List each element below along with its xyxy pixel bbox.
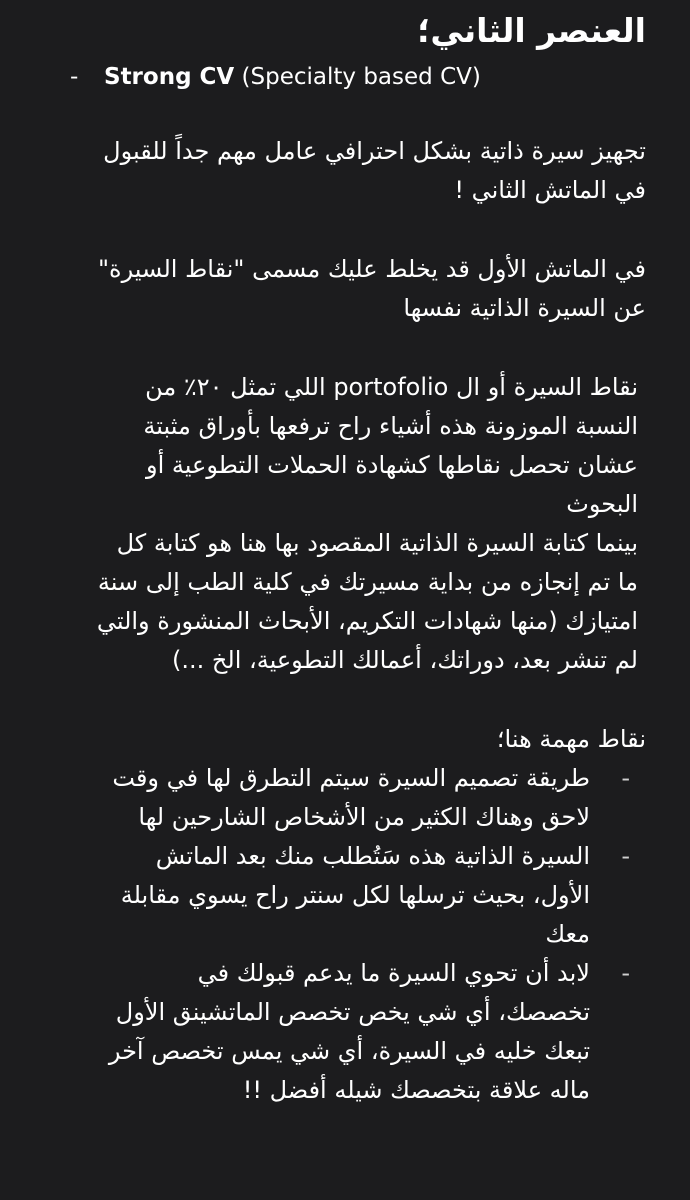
list-dash: - — [621, 842, 630, 870]
text-line: تبعك خليه في السيرة، أي شي يمس تخصص آخر — [108, 1037, 590, 1065]
text-line: في الماتش الأول قد يخلط عليك مسمى "نقاط السيرة" — [97, 255, 646, 283]
spacer — [38, 680, 646, 720]
list-item — [38, 954, 646, 1110]
section-heading: العنصر الثاني؛ — [417, 11, 646, 50]
text-line: طريقة تصميم السيرة سيتم التطرق لها في وقت — [112, 764, 590, 792]
text-line: النسبة الموزونة هذه أشياء راح ترفعها بأوراق مثبتة — [143, 412, 638, 440]
notes-list — [38, 759, 646, 1110]
text-line: نقاط السيرة أو ال portofolio اللي تمثل ٢٠٪ من — [145, 373, 638, 401]
list-item — [38, 759, 646, 837]
text-line: عشان تحصل نقاطها كشهادة الحملات التطوعية أو — [146, 451, 638, 479]
text-line: بينما كتابة السيرة الذاتية المقصود بها هنا هو كتابة كل — [116, 529, 638, 557]
text-line: لابد أن تحوي السيرة ما يدعم قبولك في — [197, 959, 590, 987]
text-line: عن السيرة الذاتية نفسها — [403, 294, 646, 322]
paragraph-portfolio — [38, 368, 646, 524]
text-line: السيرة الذاتية هذه سَتُطلب منك بعد الماتش — [155, 842, 590, 870]
spacer — [38, 210, 646, 250]
notes-heading: نقاط مهمة هنا؛ — [496, 725, 646, 753]
list-dash: - — [621, 959, 630, 987]
subtitle-dash: - — [70, 64, 79, 90]
text-line: ما تم إنجازه من بداية مسيرتك في كلية الطب إلى سنة — [97, 568, 638, 596]
text-line: معك — [545, 920, 590, 948]
text-line: تخصصك، أي شي يخص تخصص الماتشينق الأول — [115, 998, 590, 1026]
paragraph-cv-writing — [38, 524, 646, 680]
text-line: امتيازك (منها شهادات التكريم، الأبحاث المنشورة والتي — [96, 607, 638, 635]
text-line: ماله علاقة بتخصصك شيله أفضل !! — [242, 1076, 590, 1104]
spacer — [38, 328, 646, 368]
subtitle-line — [70, 60, 646, 94]
spacer — [38, 94, 646, 132]
text-line: البحوث — [566, 490, 638, 518]
paragraph-match-one — [38, 250, 646, 328]
subtitle-rest: (Specialty based CV) — [234, 64, 481, 90]
list-item — [38, 837, 646, 954]
paragraph-intro — [38, 132, 646, 210]
list-dash: - — [621, 764, 630, 792]
text-line: في الماتش الثاني ! — [454, 176, 646, 204]
text-line: لاحق وهناك الكثير من الأشخاص الشارحين لها — [138, 803, 590, 831]
subtitle-bold: Strong CV — [104, 64, 235, 90]
text-line: تجهيز سيرة ذاتية بشكل احترافي عامل مهم جداً للقبول — [103, 137, 646, 165]
text-line: الأول، بحيث ترسلها لكل سنتر راح يسوي مقابلة — [120, 881, 590, 909]
text-line: لم تنشر بعد، دوراتك، أعمالك التطوعية، الخ ...) — [172, 646, 638, 674]
